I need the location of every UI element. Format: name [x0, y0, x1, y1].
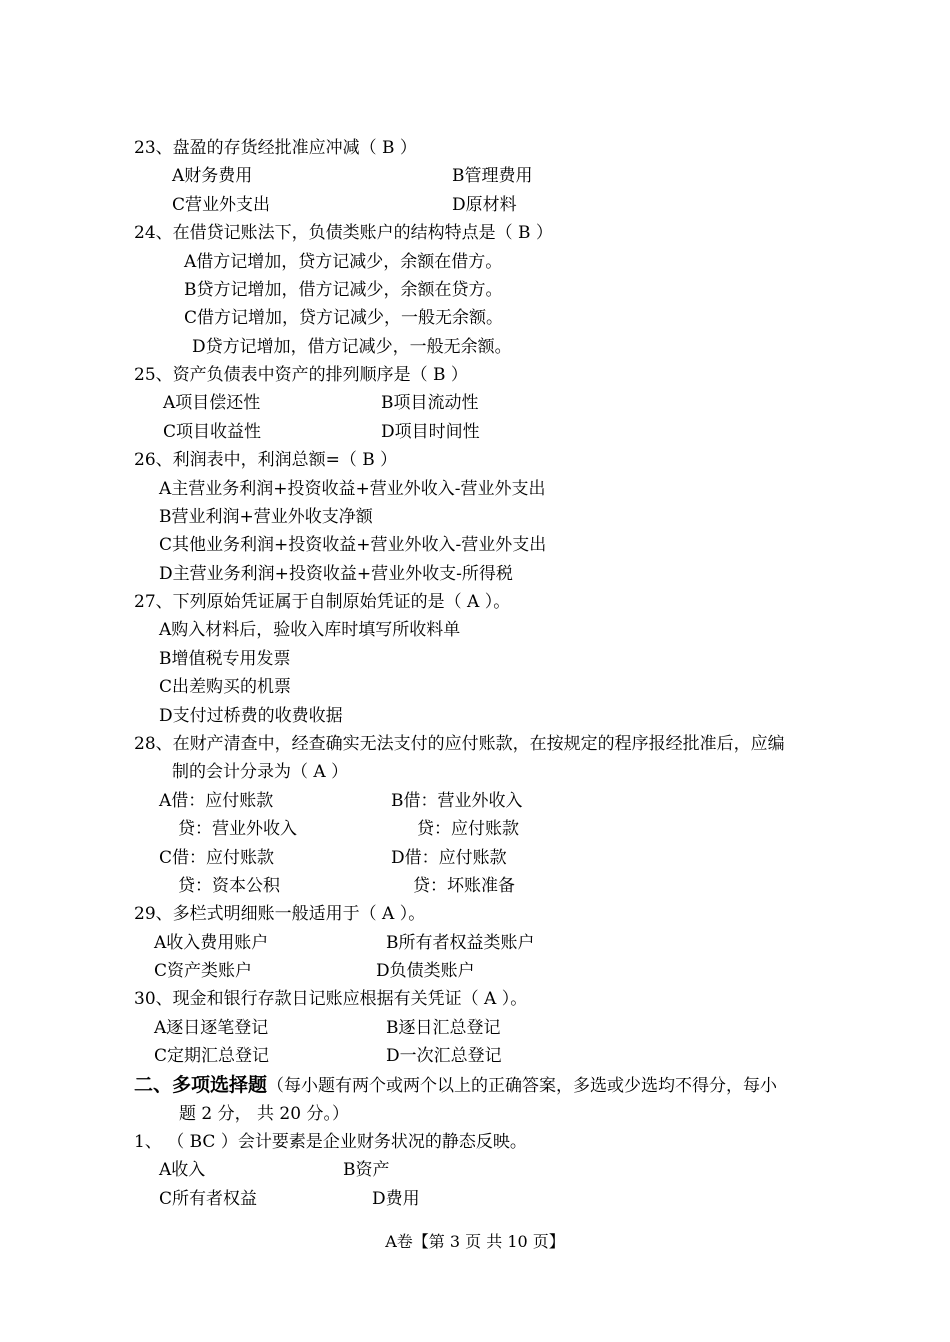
question-30-option-a: A逐日逐笔登记	[154, 1018, 269, 1038]
section-2-heading-line	[134, 1073, 777, 1098]
question-25-option-c: C项目收益性	[163, 422, 262, 442]
question-29-option-d: D负债类账户	[376, 961, 475, 981]
question-30-stem: 30、现金和银行存款日记账应根据有关凭证（ A ）。	[134, 989, 528, 1009]
question-30-option-b: B逐日汇总登记	[386, 1018, 501, 1038]
multi-question-1-option-d: D费用	[372, 1189, 420, 1209]
question-26-option-c: C其他业务利润+投资收益+营业外收入-营业外支出	[159, 535, 547, 555]
question-28-option-a-debit: A借：应付账款	[159, 791, 274, 811]
question-28-option-c-credit: 贷：资本公积	[178, 876, 280, 896]
question-30-option-d: D一次汇总登记	[386, 1046, 502, 1066]
section-2-instructions: （每小题有两个或两个以上的正确答案，多选或少选均不得分，每小	[267, 1076, 778, 1096]
question-27-option-a: A购入材料后，验收入库时填写所收料单	[159, 620, 461, 640]
question-27-option-b: B增值税专用发票	[159, 649, 291, 669]
question-29-option-c: C资产类账户	[154, 961, 253, 981]
question-28-option-b-credit: 贷：应付账款	[417, 819, 519, 839]
section-2-instructions-continued: 题 2 分， 共 20 分。）	[179, 1104, 349, 1124]
question-23-stem: 23、盘盈的存货经批准应冲减（ B ）	[134, 138, 417, 158]
multi-question-1-option-c: C所有者权益	[159, 1189, 258, 1209]
question-27-option-d: D支付过桥费的收费收据	[159, 706, 343, 726]
multi-question-1-stem: 1、 （ BC ）会计要素是企业财务状况的静态反映。	[134, 1132, 527, 1152]
question-24-stem: 24、在借贷记账法下，负债类账户的结构特点是（ B ）	[134, 223, 553, 243]
question-27-stem: 27、下列原始凭证属于自制原始凭证的是（ A ）。	[134, 592, 511, 612]
question-25-option-d: D项目时间性	[381, 422, 480, 442]
question-25-stem: 25、资产负债表中资产的排列顺序是（ B ）	[134, 365, 468, 385]
multi-question-1-option-a: A收入	[159, 1160, 206, 1180]
question-25-option-a: A项目偿还性	[163, 393, 261, 413]
question-28-option-d-debit: D借：应付账款	[391, 848, 507, 868]
question-28-option-d-credit: 贷：坏账准备	[413, 876, 515, 896]
question-23-option-b: B管理费用	[452, 166, 533, 186]
question-28-stem: 28、在财产清查中，经查确实无法支付的应付账款，在按规定的程序报经批准后，应编	[134, 734, 785, 754]
question-26-option-d: D主营业务利润+投资收益+营业外收支-所得税	[159, 564, 513, 584]
question-25-option-b: B项目流动性	[381, 393, 479, 413]
question-29-stem: 29、多栏式明细账一般适用于（ A ）。	[134, 904, 426, 924]
question-24-option-d: D贷方记增加，借方记减少，一般无余额。	[192, 337, 512, 357]
question-24-option-a: A借方记增加，贷方记减少，余额在借方。	[184, 252, 503, 272]
multi-question-1-option-b: B资产	[343, 1160, 390, 1180]
question-28-option-c-debit: C借：应付账款	[159, 848, 275, 868]
question-29-option-b: B所有者权益类账户	[386, 933, 535, 953]
section-2-heading: 二、多项选择题	[134, 1074, 268, 1096]
question-26-option-a: A主营业务利润+投资收益+营业外收入-营业外支出	[159, 479, 546, 499]
question-26-option-b: B营业利润+营业外收支净额	[159, 507, 373, 527]
question-24-option-c: C借方记增加，贷方记减少，一般无余额。	[184, 308, 504, 328]
question-23-option-d: D原材料	[452, 195, 517, 215]
question-23-option-c: C营业外支出	[172, 195, 271, 215]
question-28-option-b-debit: B借：营业外收入	[391, 791, 523, 811]
page-footer: A卷【第 3 页 共 10 页】	[385, 1232, 565, 1251]
question-28-option-a-credit: 贷：营业外收入	[178, 819, 297, 839]
question-28-stem-continued: 制的会计分录为（ A ）	[172, 762, 349, 782]
question-30-option-c: C定期汇总登记	[154, 1046, 270, 1066]
question-26-stem: 26、利润表中，利润总额=（ B ）	[134, 450, 398, 470]
question-23-option-a: A财务费用	[172, 166, 253, 186]
question-27-option-c: C出差购买的机票	[159, 677, 292, 697]
question-24-option-b: B贷方记增加，借方记减少，余额在贷方。	[184, 280, 503, 300]
question-29-option-a: A收入费用账户	[154, 933, 269, 953]
